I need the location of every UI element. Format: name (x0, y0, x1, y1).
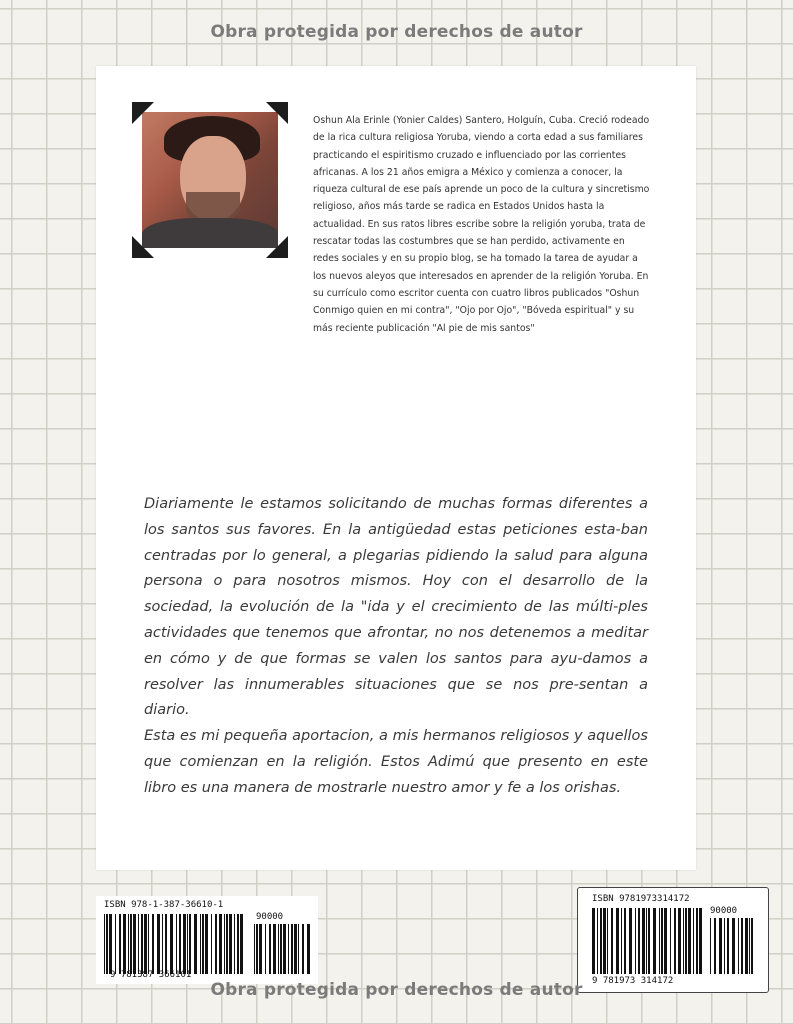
back-cover-card (96, 66, 696, 870)
barcode-number: 9 781387 366101 (110, 970, 192, 980)
barcode-bars-addon (710, 918, 756, 974)
isbn-label: ISBN 9781973314172 (592, 894, 690, 904)
photo-corner-bottom-right (266, 236, 288, 258)
barcode-bars-addon (254, 924, 310, 974)
isbn-barcode-right (577, 887, 769, 993)
copyright-watermark-bottom: Obra protegida por derechos de autor (210, 980, 583, 1000)
photo-corner-top-right (266, 102, 288, 124)
isbn-barcode-left (96, 896, 318, 984)
blurb-paragraph-2: Esta es mi pequeña aportacion, a mis hermanos religiosos y aquellos que comienzan en la religión. Estos Adimú que presento en este libro es una manera de mostrarle nuestro amor y fe a los orishas. (144, 728, 648, 796)
barcode-number: 9 781973 314172 (592, 976, 674, 986)
author-photo (142, 112, 278, 248)
photo-corner-top-left (132, 102, 154, 124)
isbn-label: ISBN 978-1-387-36610-1 (104, 900, 224, 910)
author-bio (313, 112, 653, 337)
blurb-paragraph-1: Diariamente le estamos solicitando de muchas formas diferentes a los santos sus favores. En la antigüedad estas peticiones esta-ban centradas por lo general, a plegarias pidiendo la salud para alguna persona o para nosotros mismos. Hoy con el desarrollo de la sociedad, la evolución de la "ida y el crecimiento de las múlti-ples actividades que tenemos que afrontar, no nos detenemos a meditar en cómo y de que formas se valen los santos para ayu-damos a resolver las innumerables situaciones que se nos pre-sentan a diario. (144, 496, 648, 719)
back-cover-blurb (144, 492, 648, 802)
author-bio-text: Oshun Ala Erinle (Yonier Caldes) Santero, Holguín, Cuba. Creció rodeado de la rica cultura religiosa Yoruba, viendo a corta edad a sus familiares practicando el espiritismo cruzado e influenciado por las corrientes africanas. A los 21 años emigra a México y comienza a conocer, la riqueza cultural de ese país aprende un poco de la cultura y sincretismo religioso, años más tarde se radica en Estados Unidos hasta la actualidad. En sus ratos libres escribe sobre la religión yoruba, trata de rescatar todas las costumbres que se han perdido, activamente en redes sociales y en su propio blog, se ha tomado la tarea de ayudar a los nuevos aleyos que interesados en aprender de la religión Yoruba. En su currículo como escritor cuenta con cuatro libros publicados "Oshun Conmigo quien en mi contra", "Ojo por Ojo", "Bóveda espiritual" y su más reciente publicación "Al pie de mis santos" (313, 115, 650, 334)
author-photo-frame (132, 102, 288, 258)
price-code: 90000 (256, 912, 284, 922)
price-code: 90000 (710, 906, 738, 916)
barcode-bars-main (104, 914, 244, 974)
photo-corner-bottom-left (132, 236, 154, 258)
barcode-bars-main (592, 908, 702, 974)
copyright-watermark-top: Obra protegida por derechos de autor (210, 22, 583, 42)
